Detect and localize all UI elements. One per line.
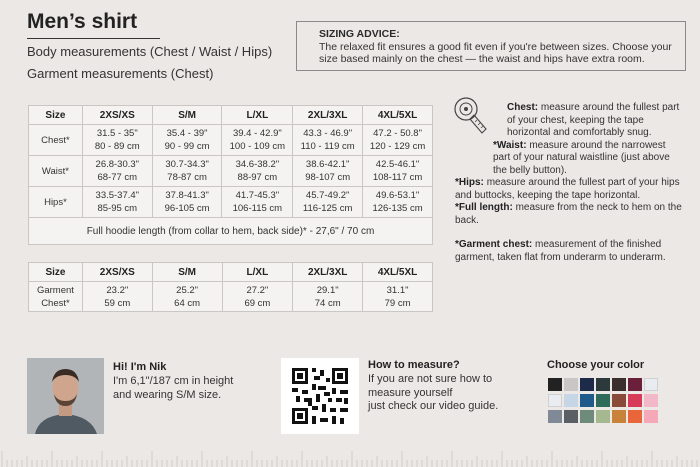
subtitle-garment-measurements: Garment measurements (Chest) — [27, 66, 214, 81]
table-cell: 47.2 - 50.8" 120 - 129 cm — [363, 125, 433, 156]
table-cell: 49.6-53.1" 126-135 cm — [363, 187, 433, 218]
full-length-note: Full hoodie length (from collar to hem, back side)* - 27,6" / 70 cm — [29, 218, 433, 245]
table-cell: 25.2" 64 cm — [152, 282, 222, 312]
subtitle-body-measurements: Body measurements (Chest / Waist / Hips) — [27, 44, 273, 59]
guide-full-length: *Full length: measure from the neck to hem on the back. — [455, 202, 682, 226]
column-header: 4XL/5XL — [363, 263, 433, 282]
color-swatch[interactable] — [612, 394, 626, 407]
sizing-advice-box — [296, 21, 686, 71]
qr-code[interactable] — [281, 358, 359, 434]
color-swatch[interactable] — [596, 410, 610, 423]
color-swatch[interactable] — [628, 378, 642, 391]
column-header: L/XL — [222, 106, 293, 125]
how-to-measure-title: How to measure? — [368, 359, 460, 371]
color-swatch[interactable] — [596, 394, 610, 407]
table-row — [29, 187, 433, 218]
column-header: S/M — [152, 263, 222, 282]
sizing-advice-text: The relaxed fit ensures a good fit even if you're between sizes. Choose your size based mainly on the chest — the waist and hips have extra room. — [319, 40, 672, 65]
color-swatch[interactable] — [580, 410, 594, 423]
column-header: L/XL — [222, 263, 293, 282]
table-cell: 26.8-30.3" 68-77 cm — [82, 156, 152, 187]
size-header: Size — [29, 106, 83, 125]
color-swatch[interactable] — [644, 410, 658, 423]
body-measurements-table — [28, 105, 433, 245]
table-row — [29, 156, 433, 187]
column-header: S/M — [152, 106, 222, 125]
color-swatches — [548, 378, 668, 423]
avatar — [27, 358, 104, 434]
measurement-guide — [455, 102, 685, 264]
guide-garment-chest: *Garment chest: measurement of the finished garment, taken flat from underarm to underarm. — [455, 239, 666, 263]
model-greeting: Hi! I'm Nik — [113, 361, 167, 373]
table-cell: 30.7-34.3" 78-87 cm — [152, 156, 222, 187]
table-row — [29, 282, 433, 312]
table-cell: 23.2" 59 cm — [82, 282, 152, 312]
color-swatch[interactable] — [564, 394, 578, 407]
color-swatch[interactable] — [612, 410, 626, 423]
column-header: 2XL/3XL — [293, 106, 363, 125]
color-swatch[interactable] — [548, 378, 562, 391]
row-label-waist: Waist* — [29, 156, 83, 187]
table-cell: 39.4 - 42.9" 100 - 109 cm — [222, 125, 293, 156]
guide-waist: *Waist: measure around the narrowest part of your natural waistline (just above the belly button). — [493, 139, 670, 176]
color-swatch[interactable] — [644, 394, 658, 407]
color-swatch[interactable] — [580, 378, 594, 391]
table-cell: 43.3 - 46.9" 110 - 119 cm — [293, 125, 363, 156]
table-cell: 37.8-41.3" 96-105 cm — [152, 187, 222, 218]
color-swatch[interactable] — [628, 410, 642, 423]
page-title: Men’s shirt — [27, 10, 138, 33]
row-label-garment-chest: Garment Chest* — [29, 282, 83, 312]
table-row — [29, 125, 433, 156]
color-swatch[interactable] — [596, 378, 610, 391]
table-cell: 38.6-42.1" 98-107 cm — [293, 156, 363, 187]
column-header: 2XS/XS — [82, 263, 152, 282]
table-cell: 35.4 - 39" 90 - 99 cm — [152, 125, 222, 156]
row-label-hips: Hips* — [29, 187, 83, 218]
color-swatch[interactable] — [564, 378, 578, 391]
row-label-chest: Chest* — [29, 125, 83, 156]
model-description: I'm 6,1"/187 cm in height and wearing S/M size. — [113, 375, 234, 401]
color-swatch[interactable] — [612, 378, 626, 391]
qr-code-icon — [281, 358, 359, 434]
table-cell: 33.5-37.4" 85-95 cm — [82, 187, 152, 218]
color-swatch[interactable] — [548, 410, 562, 423]
color-swatch[interactable] — [548, 394, 562, 407]
table-cell: 27.2" 69 cm — [222, 282, 293, 312]
column-header: 2XL/3XL — [293, 263, 363, 282]
table-cell: 29.1" 74 cm — [293, 282, 363, 312]
table-cell: 41.7-45.3" 106-115 cm — [222, 187, 293, 218]
guide-hips: *Hips: measure around the fullest part of your hips and buttocks, keeping the tape horizontal. — [455, 177, 680, 201]
table-cell: 31.5 - 35" 80 - 89 cm — [82, 125, 152, 156]
color-swatch[interactable] — [580, 394, 594, 407]
color-swatch[interactable] — [628, 394, 642, 407]
table-cell: 45.7-49.2" 116-125 cm — [293, 187, 363, 218]
size-header: Size — [29, 263, 83, 282]
color-swatch[interactable] — [564, 410, 578, 423]
table-row — [29, 218, 433, 245]
guide-chest: Chest: measure around the fullest part of your chest, keeping the tape horizontal and comfortably snug. — [507, 102, 680, 138]
column-header: 2XS/XS — [82, 106, 152, 125]
how-to-measure-text: If you are not sure how to measure yourself just check our video guide. — [368, 373, 499, 412]
color-picker-title: Choose your color — [547, 359, 645, 371]
table-cell: 31.1" 79 cm — [363, 282, 433, 312]
sizing-advice-title: SIZING ADVICE: — [319, 28, 400, 40]
table-cell: 34.6-38.2" 88-97 cm — [222, 156, 293, 187]
garment-measurements-table — [28, 262, 433, 312]
color-swatch[interactable] — [644, 378, 658, 391]
ruler-decoration — [0, 446, 700, 467]
table-cell: 42.5-46.1" 108-117 cm — [363, 156, 433, 187]
title-underline — [27, 38, 160, 39]
model-photo-icon — [27, 358, 104, 434]
column-header: 4XL/5XL — [363, 106, 433, 125]
